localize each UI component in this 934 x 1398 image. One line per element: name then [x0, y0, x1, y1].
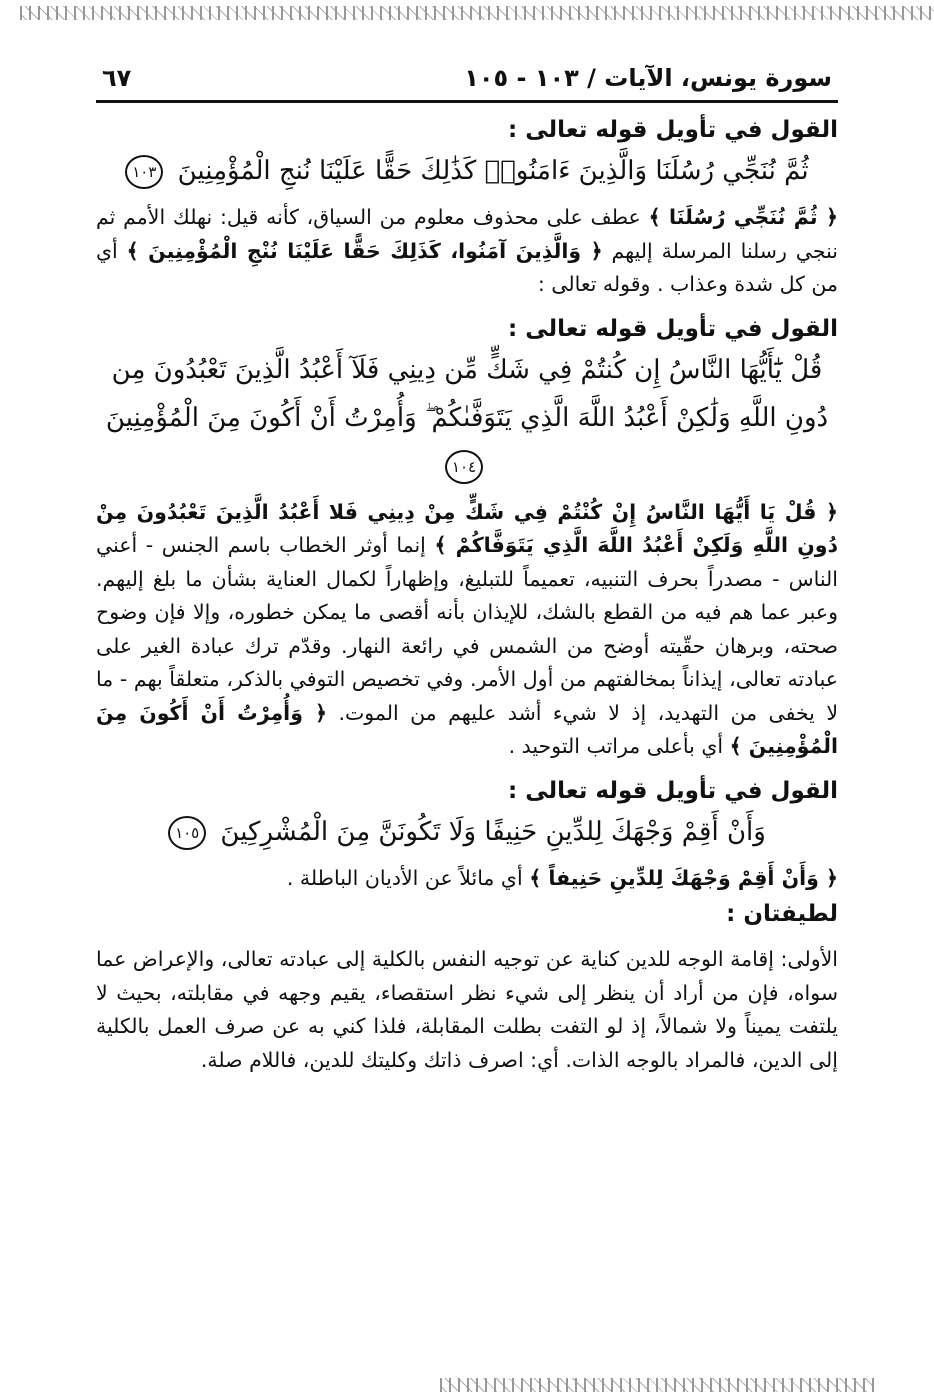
verse-quote: ﴿ قُلْ يَا أَيُّهَا النَّاسُ إِنْ كُنْتُمْ فِي شَكٍّ مِنْ دِينِي فَلا أَعْبُدُ الَّذِينَ تَعْبُدُونَ مِنْ دُونِ اللَّهِ وَلَكِنْ أَعْبُدُ اللَّهَ الَّذِي يَتَوَفَّاكُمْ ﴾	[96, 499, 838, 557]
verse-text: ثُمَّ نُنَجِّي رُسُلَنَا وَالَّذِينَ ءَامَنُوا۟ كَذَٰلِكَ حَقًّا عَلَيْنَا نُنجِ الْمُؤْمِنِينَ	[177, 156, 809, 186]
commentary-text: أي مائلاً عن الأديان الباطلة .	[286, 865, 530, 890]
section-verse-105	[96, 778, 838, 896]
quran-verse	[96, 147, 838, 195]
commentary-text: أي من كل شدة وعذاب . وقوله تعالى :	[96, 238, 838, 296]
ayah-number-marker: ١٠٣	[125, 155, 163, 189]
commentary-paragraph	[96, 862, 838, 896]
section-heading: القول في تأويل قوله تعالى :	[508, 777, 838, 804]
verse-quote: ﴿ وَالَّذِينَ آمَنُوا، كَذَلِكَ حَقًّا عَلَيْنَا نُنْجِ الْمُؤْمِنِينَ ﴾	[126, 238, 603, 263]
commentary-paragraph	[96, 496, 838, 764]
verse-quote: ﴿ ثُمَّ نُنَجِّي رُسُلَنَا ﴾	[648, 205, 838, 229]
commentary-paragraph	[96, 201, 838, 302]
running-title: سورة يونس، الآيات / ١٠٣ - ١٠٥	[464, 64, 832, 92]
bottom-ornament-border	[440, 1378, 874, 1392]
lataif-first-paragraph: الأولى: إقامة الوجه للدين كناية عن توجيه النفس بالكلية إلى عبادته تعالى، والإعراض عما سواه، فإن من أراد أن ينظر إلى شيء نظر استقصاء، يقيم وجهه في مقابلته، بحيث لا يلتفت يميناً ولا شمالاً، إذ لو التفت بطلت المقابلة، فلذا كني به عن صرف العمل بالكلية إلى الدين، فالمراد بالوجه الذات. أي: اصرف ذاتك وكليتك للدين، فاللام صلة.	[96, 947, 838, 1072]
quran-verse	[96, 808, 838, 856]
ayah-number-marker: ١٠٥	[168, 816, 206, 850]
commentary-text: عطف على محذوف معلوم من السياق، كأنه قيل: نهلك الأمم ثم ننجي رسلنا المرسلة إليهم	[96, 205, 838, 263]
verse-text: وَأَنْ أَقِمْ وَجْهَكَ لِلدِّينِ حَنِيفًا وَلَا تَكُونَنَّ مِنَ الْمُشْرِكِينَ	[220, 816, 766, 847]
top-ornament-border	[20, 6, 934, 20]
section-heading: القول في تأويل قوله تعالى :	[508, 117, 838, 143]
section-heading: القول في تأويل قوله تعالى :	[508, 315, 838, 342]
page-number: ٦٧	[102, 64, 132, 92]
commentary-text: إنما أوثر الخطاب باسم الجنس - أعني الناس - مصدراً بحرف التنبيه، تعميماً للتبليغ، وإظهاراً لكمال العناية بشأن ما بلغ إليهم. وعبر عما هم فيه من القطع بالشك، للإيذان بأنه أقصى ما يمكن خطوره، وإلا فإن وضوح صحته، وبرهان حقّيته أوضح من الشمس في رائعة النهار. وقدّم ترك عبادة الغير على عبادته تعالى، إيذاناً بمخالفتهم من أول الأمر. وفي تخصيص التوفي بالذكر، متعلقاً بهم - ما لا يخفى من التهديد، إذ لا شيء أشد عليهم من الموت.	[96, 533, 839, 725]
section-verse-103	[96, 117, 838, 302]
page	[96, 64, 838, 1079]
ayah-number-marker: ١٠٤	[445, 450, 483, 484]
quran-verse	[96, 346, 838, 490]
verse-text: قُلْ يَٰٓأَيُّهَا النَّاسُ إِن كُنتُمْ فِي شَكٍّ مِّن دِينِي فَلَآ أَعْبُدُ الَّذِينَ تَعْبُدُونَ مِن دُونِ اللَّهِ وَلَٰكِنْ أَعْبُدُ اللَّهَ الَّذِي يَتَوَفَّىٰكُمْ ۖ وَأُمِرْتُ أَنْ أَكُونَ مِنَ الْمُؤْمِنِينَ	[105, 354, 829, 433]
verse-quote: ﴿ وَأَنْ أَقِمْ وَجْهَكَ لِلدِّينِ حَنِيفاً ﴾	[529, 865, 838, 890]
page-header	[96, 64, 838, 103]
verse-quote: ﴿ وَأُمِرْتُ أَنْ أَكُونَ مِنَ الْمُؤْمِنِينَ ﴾	[96, 700, 838, 758]
lataif-heading: لطيفتان :	[726, 901, 838, 927]
section-verse-104	[96, 316, 838, 764]
commentary-text: أي بأعلى مراتب التوحيد .	[508, 734, 730, 758]
